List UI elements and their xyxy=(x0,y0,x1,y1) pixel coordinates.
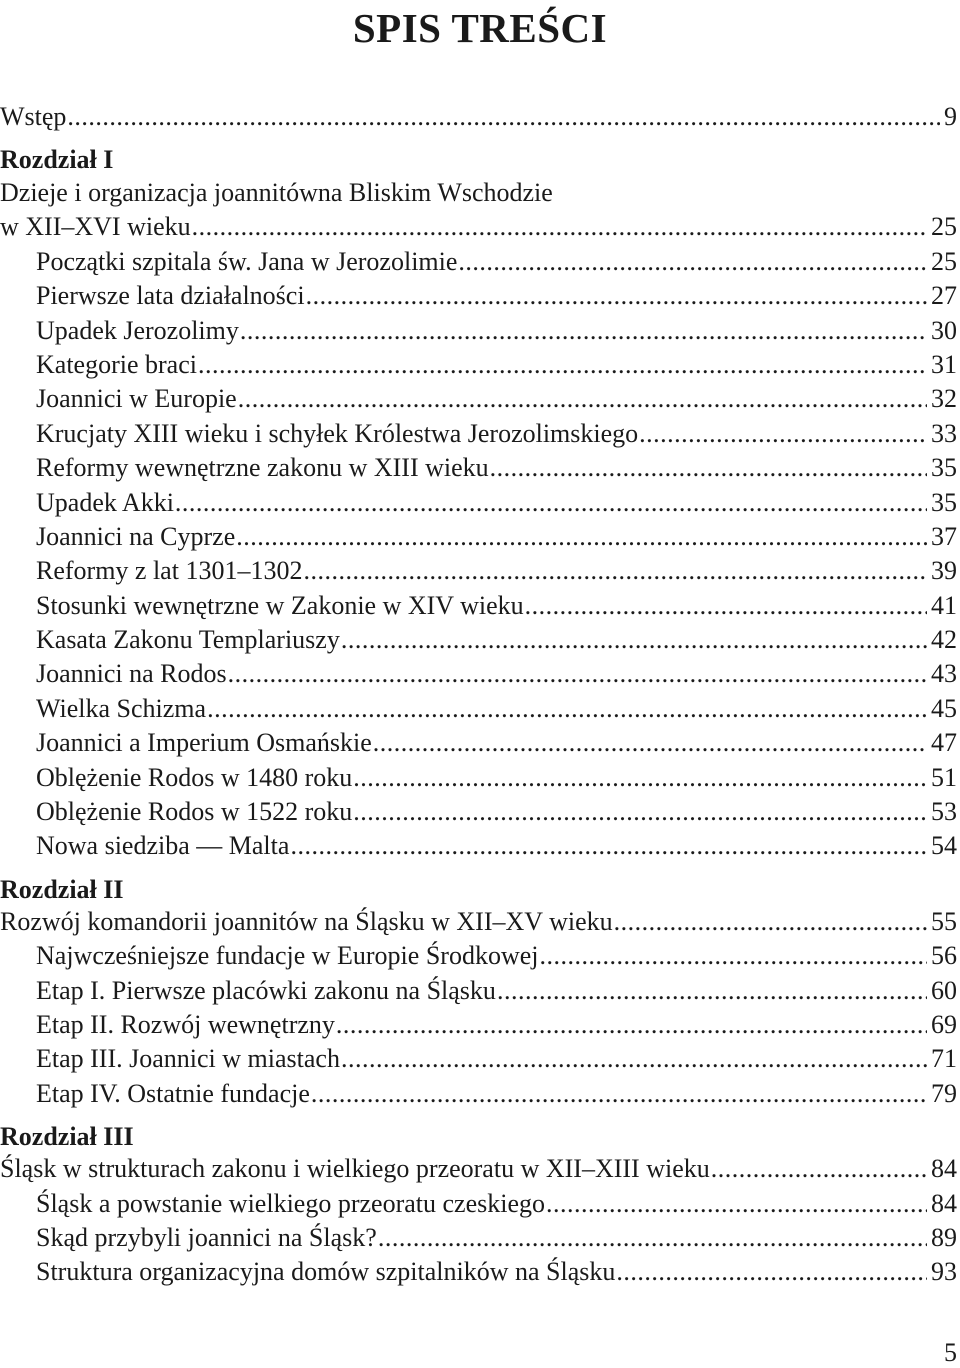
dot-leader xyxy=(311,1077,927,1111)
toc-entry-title: Krucjaty XIII wieku i schyłek Królestwa Jerozolimskiego xyxy=(36,418,639,448)
toc-entry xyxy=(0,1255,960,1289)
toc-entry xyxy=(0,623,960,657)
toc-entry-page: 35 xyxy=(931,453,957,483)
toc-entry-page: 60 xyxy=(931,975,957,1005)
toc-entry-title: Etap I. Pierwsze placówki zakonu na Śląsku xyxy=(36,975,496,1005)
toc-entry xyxy=(0,314,960,348)
toc-entry-title: Stosunki wewnętrzne w Zakonie w XIV wieku xyxy=(36,590,524,620)
toc-entry xyxy=(0,520,960,554)
toc-entry-page: 55 xyxy=(931,906,957,936)
toc-entry xyxy=(0,905,960,939)
page-number: 5 xyxy=(944,1338,957,1367)
toc-entry xyxy=(0,761,960,795)
toc-entry xyxy=(0,657,960,691)
toc-entry xyxy=(0,245,960,279)
toc-entry-title: Etap III. Joannici w miastach xyxy=(36,1044,340,1074)
toc-entry-title: Rozwój komandorii joannitów na Śląsku w XII–XV wieku xyxy=(0,906,613,936)
toc-entry xyxy=(0,1077,960,1111)
toc-entry-page: 47 xyxy=(931,728,957,758)
dot-leader xyxy=(290,829,927,863)
toc-entry-title: Joannici na Rodos xyxy=(36,659,227,689)
toc-entry xyxy=(0,1042,960,1076)
toc-entry xyxy=(0,382,960,416)
toc-entry xyxy=(0,589,960,623)
toc-entry-page: 37 xyxy=(931,521,957,551)
toc-entry-title: Pierwsze lata działalności xyxy=(36,281,305,311)
toc-entry-page: 30 xyxy=(931,315,957,345)
toc-entry-page: 53 xyxy=(931,797,957,827)
toc-entry-title: Śląsk a powstanie wielkiego przeoratu czeskiego xyxy=(36,1188,545,1218)
toc-entry xyxy=(0,692,960,726)
toc-entry-page: 39 xyxy=(931,556,957,586)
toc-entry-title: Joannici w Europie xyxy=(36,384,237,414)
toc-entry-page: 9 xyxy=(944,102,957,131)
chapter-heading: Rozdział III xyxy=(0,1122,134,1152)
dot-leader xyxy=(353,761,927,795)
toc-entry-title: Najwcześniejsze fundacje w Europie Środkowej xyxy=(36,941,539,971)
toc-entry-title: Oblężenie Rodos w 1522 roku xyxy=(36,797,353,827)
dot-leader xyxy=(303,554,927,588)
toc-entry-page: 41 xyxy=(931,590,957,620)
dot-leader xyxy=(497,974,927,1008)
dot-leader xyxy=(525,589,927,623)
toc-entry-page: 54 xyxy=(931,831,957,861)
toc-entry-title: Śląsk w strukturach zakonu i wielkiego przeoratu w XII–XIII wieku xyxy=(0,1154,710,1184)
toc-entry-page: 71 xyxy=(931,1044,957,1074)
toc-entry-title: Struktura organizacyjna domów szpitalników na Śląsku xyxy=(36,1257,616,1287)
toc-entry-page: 45 xyxy=(931,693,957,723)
toc-entry-title: Nowa siedziba — Malta xyxy=(36,831,290,861)
dot-leader xyxy=(639,417,927,451)
chapter-title-line: Dzieje i organizacja joannitówna Bliskim Wschodzie xyxy=(0,178,553,208)
toc-entry xyxy=(0,795,960,829)
toc-entry xyxy=(0,1152,960,1186)
toc-entry-page: 43 xyxy=(931,659,957,689)
chapter-heading: Rozdział II xyxy=(0,874,124,904)
toc-entry xyxy=(0,100,960,134)
dot-leader xyxy=(240,314,927,348)
toc-entry-title: Oblężenie Rodos w 1480 roku xyxy=(36,762,353,792)
dot-leader xyxy=(336,1008,927,1042)
toc-entry-page: 84 xyxy=(931,1154,957,1184)
chapter-heading: Rozdział I xyxy=(0,145,114,175)
toc-entry-title: Etap II. Rozwój wewnętrzny xyxy=(36,1009,335,1039)
dot-leader xyxy=(306,279,927,313)
toc-entry xyxy=(0,417,960,451)
toc-entry xyxy=(0,1008,960,1042)
toc-entry-title: Etap IV. Ostatnie fundacje xyxy=(36,1078,310,1108)
toc-entry xyxy=(0,554,960,588)
toc-entry-title: Upadek Jerozolimy xyxy=(36,315,239,345)
dot-leader xyxy=(353,795,927,829)
toc-entry-page: 93 xyxy=(931,1257,957,1287)
dot-leader xyxy=(373,726,927,760)
page-title: SPIS TREŚCI xyxy=(352,5,608,51)
toc-entry-page: 42 xyxy=(931,625,957,655)
toc-entry-page: 31 xyxy=(931,349,957,379)
toc-entry-title: Wielka Schizma xyxy=(36,693,207,723)
dot-leader xyxy=(614,905,927,939)
toc-entry-title: w XII–XVI wieku xyxy=(0,212,191,242)
dot-leader xyxy=(67,100,940,134)
toc-entry-page: 25 xyxy=(931,246,957,276)
toc-entry xyxy=(0,939,960,973)
toc-entry-page: 35 xyxy=(931,487,957,517)
dot-leader xyxy=(236,520,927,554)
toc-entry-title: Joannici na Cyprze xyxy=(36,521,236,551)
dot-leader xyxy=(198,348,927,382)
toc-entry-page: 84 xyxy=(931,1188,957,1218)
toc-entry xyxy=(0,451,960,485)
dot-leader xyxy=(458,245,927,279)
toc-entry xyxy=(0,974,960,1008)
toc-entry-title: Kasata Zakonu Templariuszy xyxy=(36,625,340,655)
dot-leader xyxy=(616,1255,927,1289)
dot-leader xyxy=(341,623,927,657)
dot-leader xyxy=(238,382,927,416)
toc-entry-title: Kategorie braci xyxy=(36,349,197,379)
toc-entry xyxy=(0,1221,960,1255)
toc-entry-title: Wstęp xyxy=(0,102,67,131)
toc-entry xyxy=(0,279,960,313)
toc-entry-page: 27 xyxy=(931,281,957,311)
toc-entry-page: 25 xyxy=(931,212,957,242)
dot-leader xyxy=(175,486,927,520)
toc-entry-page: 32 xyxy=(931,384,957,414)
toc-entry-page: 69 xyxy=(931,1009,957,1039)
toc-entry-title: Reformy z lat 1301–1302 xyxy=(36,556,303,586)
toc-entry xyxy=(0,726,960,760)
toc-entry-page: 56 xyxy=(931,941,957,971)
toc-entry-page: 33 xyxy=(931,418,957,448)
dot-leader xyxy=(539,939,927,973)
dot-leader xyxy=(341,1042,927,1076)
toc-entry xyxy=(0,486,960,520)
dot-leader xyxy=(378,1221,927,1255)
toc-entry-title: Upadek Akki xyxy=(36,487,174,517)
toc-entry xyxy=(0,1187,960,1221)
table-of-contents xyxy=(0,100,960,1290)
dot-leader xyxy=(546,1187,927,1221)
toc-entry-page: 51 xyxy=(931,762,957,792)
dot-leader xyxy=(192,210,927,244)
toc-entry-title: Skąd przybyli joannici na Śląsk? xyxy=(36,1222,377,1252)
toc-entry-title: Reformy wewnętrzne zakonu w XIII wieku xyxy=(36,453,489,483)
toc-entry-title: Początki szpitala św. Jana w Jerozolimie xyxy=(36,246,458,276)
dot-leader xyxy=(207,692,927,726)
toc-entry-page: 89 xyxy=(931,1222,957,1252)
dot-leader xyxy=(490,451,927,485)
toc-entry xyxy=(0,829,960,863)
toc-entry xyxy=(0,210,960,244)
toc-entry-title: Joannici a Imperium Osmańskie xyxy=(36,728,372,758)
dot-leader xyxy=(711,1152,927,1186)
toc-entry-page: 79 xyxy=(931,1078,957,1108)
dot-leader xyxy=(228,657,927,691)
toc-entry xyxy=(0,348,960,382)
